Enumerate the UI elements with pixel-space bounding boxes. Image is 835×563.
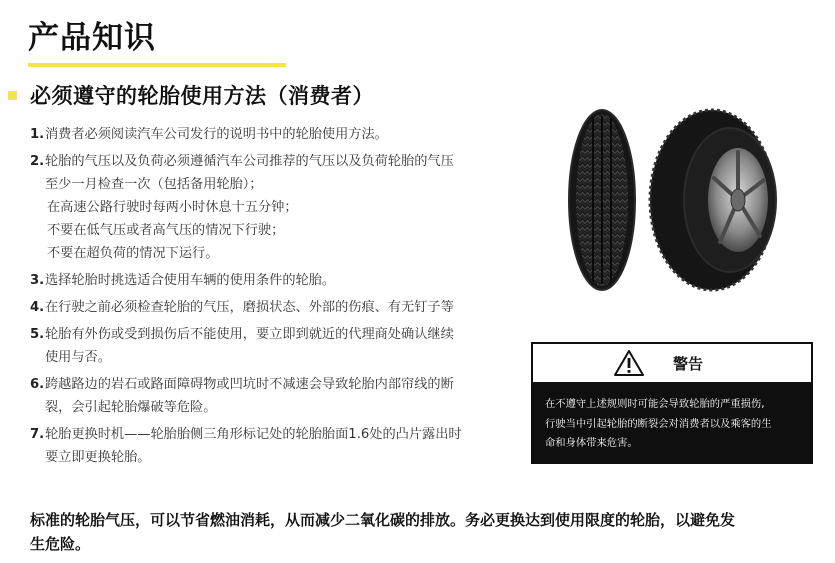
item-text: 轮胎有外伤或受到损伤后不能使用，要立即到就近的代理商处确认继续 <box>45 327 454 342</box>
warning-line: 命和身体带来危害。 <box>545 437 638 449</box>
warning-header <box>533 344 811 383</box>
list-item <box>30 323 520 369</box>
item-text: 轮胎更换时机——轮胎胎侧三角形标记处的轮胎胎面1.6处的凸片露出时 <box>45 427 462 442</box>
item-text: 不要在超负荷的情况下运行。 <box>47 246 219 261</box>
tire-image <box>560 108 795 308</box>
list-item <box>30 373 520 419</box>
item-text: 使用与否。 <box>45 350 111 365</box>
item-number: 5. <box>30 327 45 342</box>
tire-front-view <box>569 110 635 290</box>
item-text: 跨越路边的岩石或路面障碍物或凹坑时不减速会导致轮胎内部帘线的断 <box>45 377 454 392</box>
section-title: 必须遵守的轮胎使用方法（消费者） <box>30 84 374 108</box>
item-text: 轮胎的气压以及负荷必须遵循汽车公司推荐的气压以及负荷轮胎的气压 <box>45 154 454 169</box>
item-text: 至少一月检查一次（包括备用轮胎）； <box>45 177 263 192</box>
item-number: 4. <box>30 300 45 315</box>
item-number: 3. <box>30 273 45 288</box>
list-item <box>30 150 520 265</box>
usage-list <box>30 123 520 473</box>
footer-line: 生危险。 <box>30 535 91 553</box>
item-text: 消费者必须阅读汽车公司发行的说明书中的轮胎使用方法。 <box>45 127 388 142</box>
warning-line: 在不遵守上述规则时可能会导致轮胎的严重损伤, <box>545 398 765 410</box>
item-number: 7. <box>30 427 45 442</box>
warning-triangle-icon <box>613 349 645 377</box>
page-title: 产品知识 <box>28 20 156 56</box>
list-item <box>30 269 520 292</box>
item-number: 2. <box>30 154 45 169</box>
item-text: 要立即更换轮胎。 <box>45 450 151 465</box>
title-underline <box>28 63 286 67</box>
footer-line: 标准的轮胎气压，可以节省燃油消耗，从而减少二氧化碳的排放。务必更换达到使用限度的轮胎，以避免发 <box>30 511 736 529</box>
item-text: 在高速公路行驶时每两小时休息十五分钟； <box>47 200 298 215</box>
item-text: 裂，会引起轮胎爆破等危险。 <box>45 400 217 415</box>
list-item <box>30 296 520 319</box>
warning-box <box>531 342 813 464</box>
footer-note <box>30 508 735 556</box>
list-item <box>30 423 520 469</box>
item-number: 1. <box>30 127 45 142</box>
section-bullet-icon <box>8 91 17 100</box>
warning-label: 警告 <box>673 354 704 373</box>
warning-text <box>532 384 812 454</box>
item-text: 不要在低气压或者高气压的情况下行驶； <box>47 223 285 238</box>
list-item <box>30 123 520 146</box>
item-text: 在行驶之前必须检查轮胎的气压，磨损状态、外部的伤痕、有无钉子等 <box>45 300 454 315</box>
tire-side-view <box>650 110 776 290</box>
item-text: 选择轮胎时挑选适合使用车辆的使用条件的轮胎。 <box>45 273 336 288</box>
warning-line: 行驶当中引起轮胎的断裂会对消费者以及乘客的生 <box>545 417 772 430</box>
item-number: 6. <box>30 377 45 392</box>
